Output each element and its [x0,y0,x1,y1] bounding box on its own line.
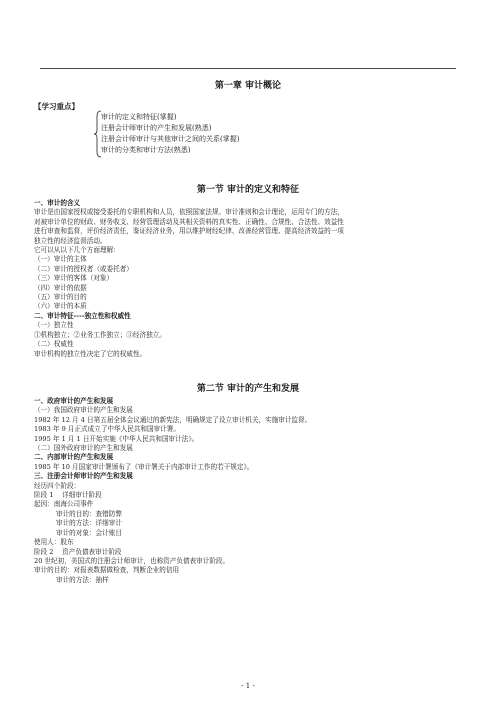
section-heading: 一、审计的含义 [34,199,81,207]
section-heading: 二、内部审计的产生和发展 [34,453,114,462]
body-line: 审计的对象：会计账目 [56,528,122,537]
body-line: 使用人：股东 [34,538,74,547]
key-points-list [101,112,239,156]
body-line: 1983 年 9 月正式成立了中华人民共和国审计署。 [34,425,180,434]
body-line: （一）审计的主体 [34,255,87,264]
body-line: （二）国外政府审计的产生和发展 [34,444,133,453]
section-heading: 三、注册会计师审计的产生和发展 [34,472,133,481]
body-line: ①机构独立；②业务工作独立；③经济独立。 [34,330,166,339]
key-point-item: 注册会计师审计的产生和发展(熟悉) [101,124,212,132]
section1-title: 第一节 审计的定义和特征 [196,185,300,195]
body-line: 阶段 1 详细审计阶段 [34,491,102,500]
body-line: （三）审计的客体（对象） [34,274,114,283]
section1-body [34,199,462,359]
section-heading: 一、政府审计的产生和发展 [34,397,114,405]
body-line: 审计的方法：详细审计 [56,519,122,528]
body-line: （二）权威性 [34,340,74,349]
header-rule [40,68,456,69]
key-point-item: 审计的分类和审计方法(熟悉) [101,146,191,154]
section2-title: 第二节 审计的产生和发展 [196,384,300,394]
body-line: 1995 年 1 月 1 日开始实施《中华人民共和国审计法》。 [34,434,199,443]
body-line: （二）审计的授权者（或委托者） [34,264,133,273]
chapter-title: 第一章 审计概论 [214,81,282,91]
page-number: - 1 - [241,682,255,690]
body-line: 20 世纪初，美国式的注册会计师审计，也称资产负债表审计阶段。 [34,556,230,565]
body-line: 1982 年 12 月 4 日第五届全体会议通过的新宪法，明确规定了设立审计机关，实施审计监督。 [34,415,312,424]
body-line: （六）审计的本质 [34,302,87,311]
key-points-label: 【学习重点】 [34,102,79,111]
body-line: （四）审计的依据 [34,283,87,292]
body-line: 审计的目的：查错防弊 [56,509,122,518]
key-point-item: 审计的定义和特征(掌握) [101,113,177,121]
key-point-item: 注册会计师审计与其他审计之间的关系(掌握) [101,135,240,143]
body-line: 它可以从以下几个方面理解： [34,246,120,255]
body-line: 进行审查和监督，评价经济责任，鉴证经济业务，用以维护财经纪律、改善经营管理、提高经济效益的一项 [34,227,344,236]
body-line: 对被审计单位的财政、财务收支、经营管理活动及其相关资料的真实性、正确性、合规性、合法性、效益性 [34,217,344,226]
body-line: 审计的目的：对报表数据做检查，判断企业的信用 [34,566,180,575]
body-line: 阶段 2 资产负债表审计阶段 [34,547,122,556]
section-heading: 二、审计特征----独立性和权威性 [34,311,131,320]
body-line: 起因：南海公司事件 [34,500,94,509]
body-line: （一）我国政府审计的产生和发展 [34,406,133,415]
body-line: 独立性的经济监督活动。 [34,236,107,245]
body-line: 1985 年 10 月国家审计署颁布了《审计署关于内部审计工作的若干规定》。 [34,462,254,471]
body-line: 经历四个阶段： [34,481,81,490]
body-line: 审计机构的独立性决定了它的权威性。 [34,349,147,358]
body-line: 审计的方法：抽样 [56,575,109,584]
body-line: 审计是由国家授权或接受委托的专职机构和人员，依照国家法规、审计准则和会计理论，运用专门的方法， [34,208,344,217]
section2-body [34,397,462,585]
body-line: （五）审计的目的 [34,293,87,302]
body-line: （一）独立性 [34,321,74,330]
